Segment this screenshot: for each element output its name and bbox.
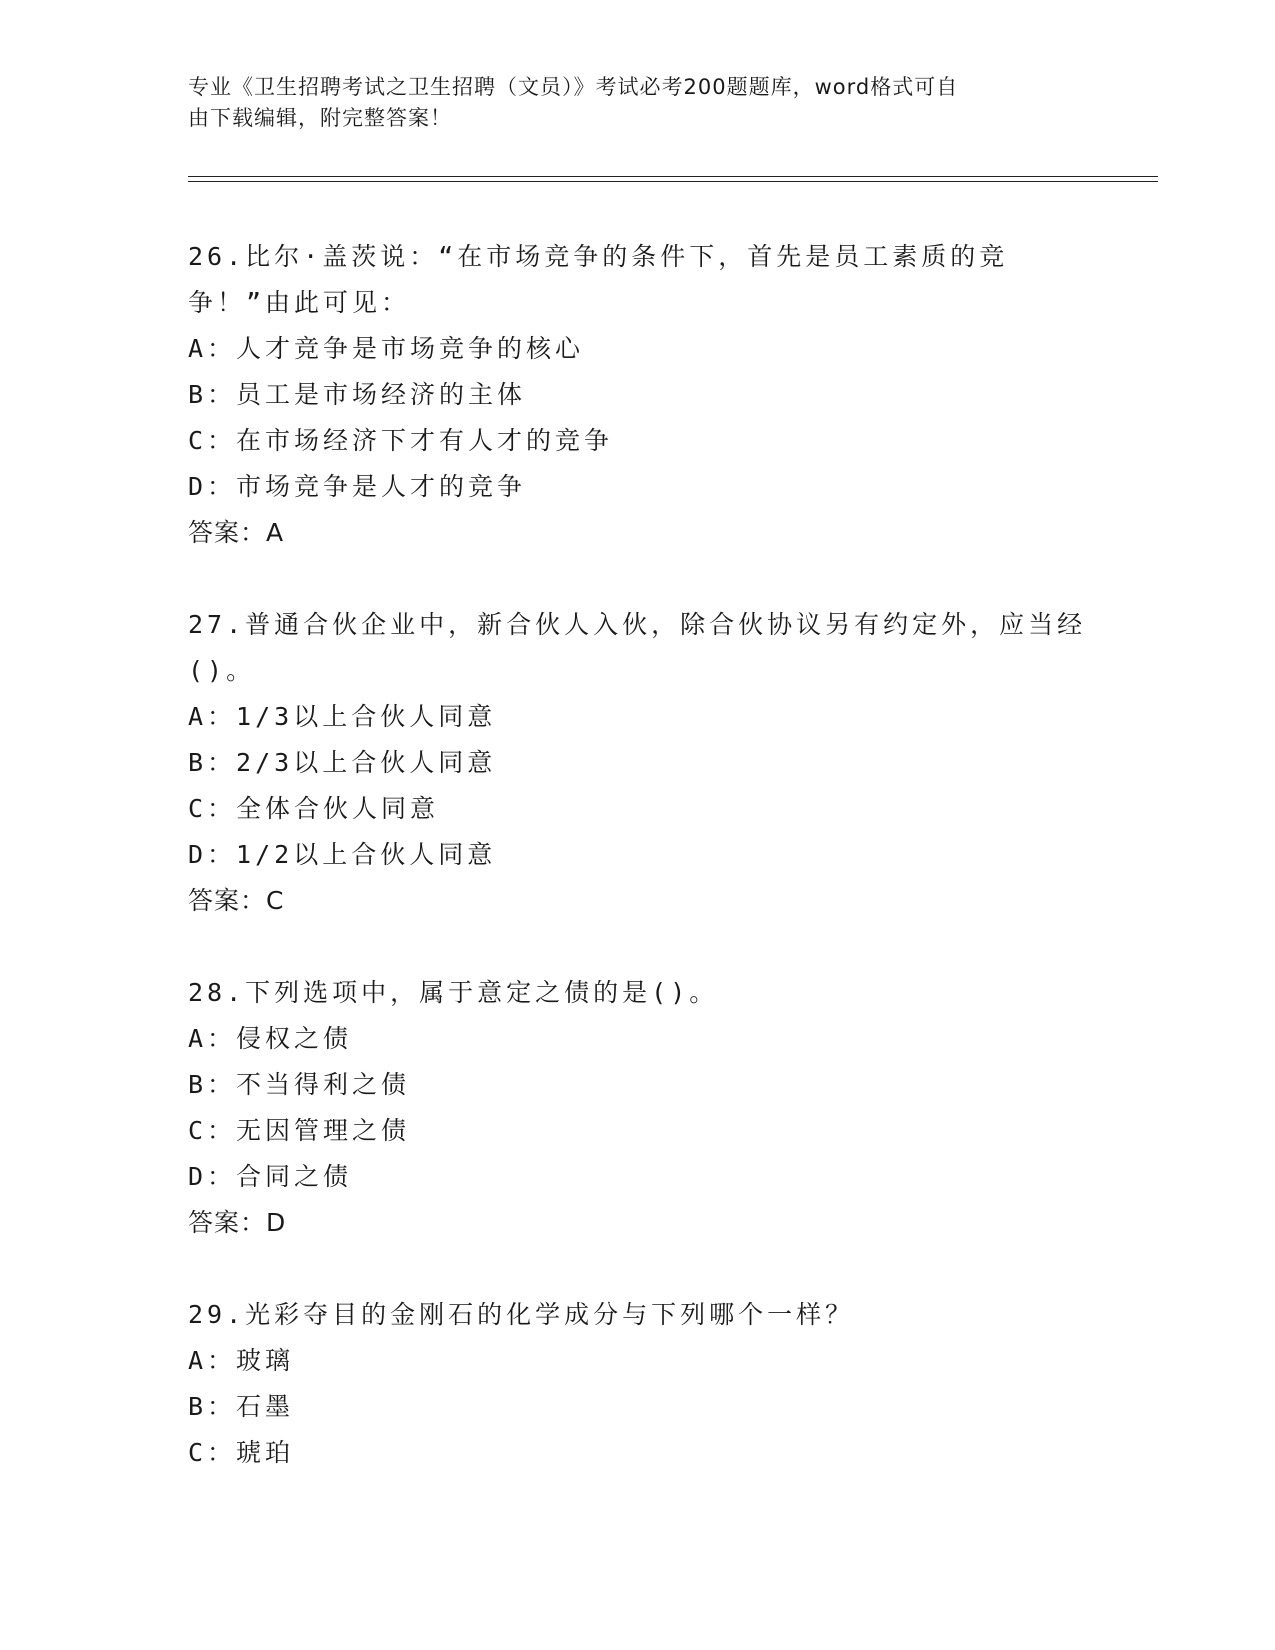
option-c: C：琥珀 (188, 1438, 295, 1467)
question-stem: 29.光彩夺目的金刚石的化学成分与下列哪个一样？ (188, 1300, 855, 1329)
option-b: B：员工是市场经济的主体 (188, 380, 527, 409)
header-divider-bottom (188, 181, 1158, 182)
option-c: C：在市场经济下才有人才的竞争 (188, 426, 614, 455)
question-26 (188, 234, 1088, 556)
question-list (188, 234, 1088, 1522)
option-c: C：无因管理之债 (188, 1116, 411, 1145)
option-a: A：人才竞争是市场竞争的核心 (188, 334, 585, 363)
question-stem: 28.下列选项中，属于意定之债的是()。 (188, 978, 719, 1007)
question-stem: 26.比尔·盖茨说：“在市场竞争的条件下，首先是员工素质的竞争！”由此可见： (188, 242, 1009, 317)
question-27 (188, 602, 1088, 924)
option-c: C：全体合伙人同意 (188, 794, 440, 823)
question-28 (188, 970, 1088, 1246)
option-b: B：2/3以上合伙人同意 (188, 748, 497, 777)
document-header (188, 72, 1068, 134)
option-a: A：1/3以上合伙人同意 (188, 702, 497, 731)
option-a: A：侵权之债 (188, 1024, 353, 1053)
header-line-2: 由下载编辑，附完整答案！ (188, 106, 452, 130)
question-stem: 27.普通合伙企业中，新合伙人入伙，除合伙协议另有约定外，应当经()。 (188, 610, 1087, 685)
option-b: B：不当得利之债 (188, 1070, 411, 1099)
option-b: B：石墨 (188, 1392, 295, 1421)
answer-line: 答案：C (188, 886, 285, 915)
option-a: A：玻璃 (188, 1346, 295, 1375)
header-divider-top (188, 176, 1158, 177)
option-d: D：合同之债 (188, 1162, 353, 1191)
answer-line: 答案：A (188, 518, 285, 547)
option-d: D：市场竞争是人才的竞争 (188, 472, 527, 501)
header-line-1: 专业《卫生招聘考试之卫生招聘（文员）》考试必考200题题库，word格式可自 (188, 75, 959, 99)
question-29 (188, 1292, 1088, 1476)
option-d: D：1/2以上合伙人同意 (188, 840, 497, 869)
answer-line: 答案：D (188, 1208, 287, 1237)
